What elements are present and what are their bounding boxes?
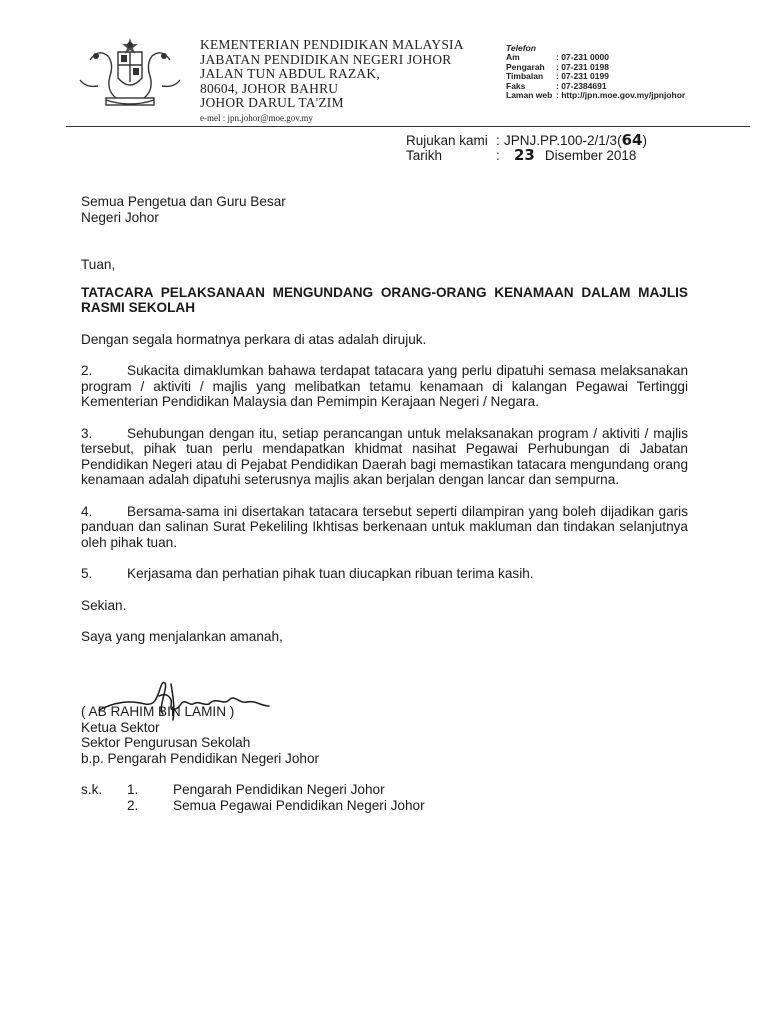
date-row: [406, 148, 647, 163]
contact-info: [506, 44, 685, 100]
org-line-state: JOHOR DARUL TA'ZIM: [200, 95, 344, 110]
paragraph-3: [81, 426, 688, 488]
date-label: Tarikh: [406, 148, 443, 163]
contact-label: Am: [506, 52, 520, 63]
letter-title: TATACARA PELAKSANAAN MENGUNDANG ORANG-ORANG KENAMAAN DALAM MAJLIS RASMI SEKOLAH: [81, 284, 688, 315]
cc-recipient: Pengarah Pendidikan Negeri Johor: [173, 782, 385, 797]
signatory-name-wrap: [81, 704, 234, 720]
org-line-ministry: KEMENTERIAN PENDIDIKAN MALAYSIA: [200, 37, 464, 52]
cc-recipient: Semua Pegawai Pendidikan Negeri Johor: [173, 797, 425, 813]
org-line-postcode: 80604, JOHOR BAHRU: [200, 80, 339, 96]
paragraph-number: 3.: [81, 425, 93, 441]
handwritten-signature-icon: [97, 676, 272, 722]
recipient-line: Semua Pengetua dan Guru Besar: [81, 194, 286, 209]
cc-row: [81, 798, 425, 814]
contact-label: Faks: [506, 80, 526, 91]
contact-value: : http://jpn.moe.gov.my/jpnjohor: [556, 90, 686, 101]
contact-value: : 07-231 0000: [556, 52, 609, 63]
closing-trust: Saya yang menjalankan amanah,: [81, 629, 283, 644]
paragraph-2: [81, 363, 688, 410]
paragraph-text: Bersama-sama ini disertakan tatacara tersebut seperti dilampiran yang boleh dijadikan garis panduan dan salinan Surat Pekeliling Ikhtisas berkenaan untuk makluman dan tindakan selanjutnya oleh pihak tuan.: [81, 503, 688, 550]
reference-value: JPNJ.PP.100-2/1/3(: [504, 133, 622, 148]
signatory-name: ( AB RAHIM BIN LAMIN ): [81, 704, 235, 719]
closing: Sekian.: [81, 597, 127, 613]
paragraph-4: [81, 504, 688, 551]
contact-label: Timbalan: [506, 71, 544, 82]
reference-separator: :: [496, 133, 500, 148]
signature-block: [81, 704, 319, 766]
paragraph-number: 5.: [81, 566, 93, 581]
reference-block: [406, 133, 647, 163]
contact-value: : 07-231 0198: [556, 61, 609, 72]
intro-paragraph: Dengan segala hormatnya perkara di atas adalah dirujuk.: [81, 331, 427, 347]
cc-label: s.k.: [81, 782, 103, 797]
org-email: e-mel : jpn.johor@moe.gov.my: [200, 112, 313, 123]
org-line-department: JABATAN PENDIDIKAN NEGERI JOHOR: [200, 51, 452, 67]
cc-row: [81, 782, 425, 798]
contact-row-website: [506, 91, 685, 100]
cc-list: [81, 782, 425, 813]
date-separator: :: [496, 148, 500, 163]
salutation: Tuan,: [81, 257, 116, 272]
paragraph-number: 4.: [81, 503, 93, 519]
letterhead-divider: [66, 126, 750, 127]
date-day-handwritten: 23: [514, 146, 535, 164]
organisation-address: [200, 38, 464, 124]
paragraph-text: Sehubungan dengan itu, setiap perancangan untuk melaksanakan program / aktiviti / majlis tersebut, pihak tuan perlu mendapatkan khidmat nasihat Pegawai Perhubungan di Jabatan Pendidikan Negeri atau di Pejabat Pendidikan Daerah bagi memastikan tatacara mengundang orang kenamaan adalah dipatuhi seterusnya majlis akan berjalan dengan lancar dan sempurna.: [81, 425, 688, 487]
signatory-sector: Sektor Pengurusan Sekolah: [81, 735, 251, 750]
malaysia-coat-of-arms-icon: [66, 38, 194, 112]
contact-heading: Telefon: [506, 43, 536, 53]
reference-close: ): [642, 133, 647, 148]
contact-label: Pengarah: [506, 61, 545, 72]
cc-number: 2.: [127, 797, 139, 813]
paragraph-text: Sukacita dimaklumkan bahawa terdapat tatacara yang perlu dipatuhi semasa melaksanakan program / aktiviti / majlis yang melibatkan tetamu kenamaan di kalangan Pegawai Tertinggi Kementerian Pendidikan Malaysia dan Pemimpin Kerajaan Negeri / Negara.: [81, 363, 688, 409]
reference-label: Rujukan kami: [406, 133, 488, 148]
contact-label: Laman web: [506, 90, 553, 101]
date-month-year: Disember 2018: [544, 148, 637, 163]
cc-number: 1.: [127, 782, 139, 797]
reference-handwritten-number: 64: [621, 131, 643, 149]
paragraph-number: 2.: [81, 363, 93, 378]
recipient-line: Negeri Johor: [81, 209, 159, 225]
paragraph-text: Kerjasama dan perhatian pihak tuan diucapkan ribuan terima kasih.: [127, 566, 534, 581]
org-line-street: JALAN TUN ABDUL RAZAK,: [200, 66, 380, 81]
cc-label-spacer: [81, 798, 127, 814]
contact-value: : 07-231 0199: [556, 71, 609, 82]
paragraph-5: [81, 566, 688, 582]
signatory-on-behalf: b.p. Pengarah Pendidikan Negeri Johor: [81, 750, 320, 766]
signatory-title: Ketua Sektor: [81, 719, 160, 735]
letter-body: [81, 194, 688, 645]
contact-value: : 07-2384691: [556, 80, 607, 91]
